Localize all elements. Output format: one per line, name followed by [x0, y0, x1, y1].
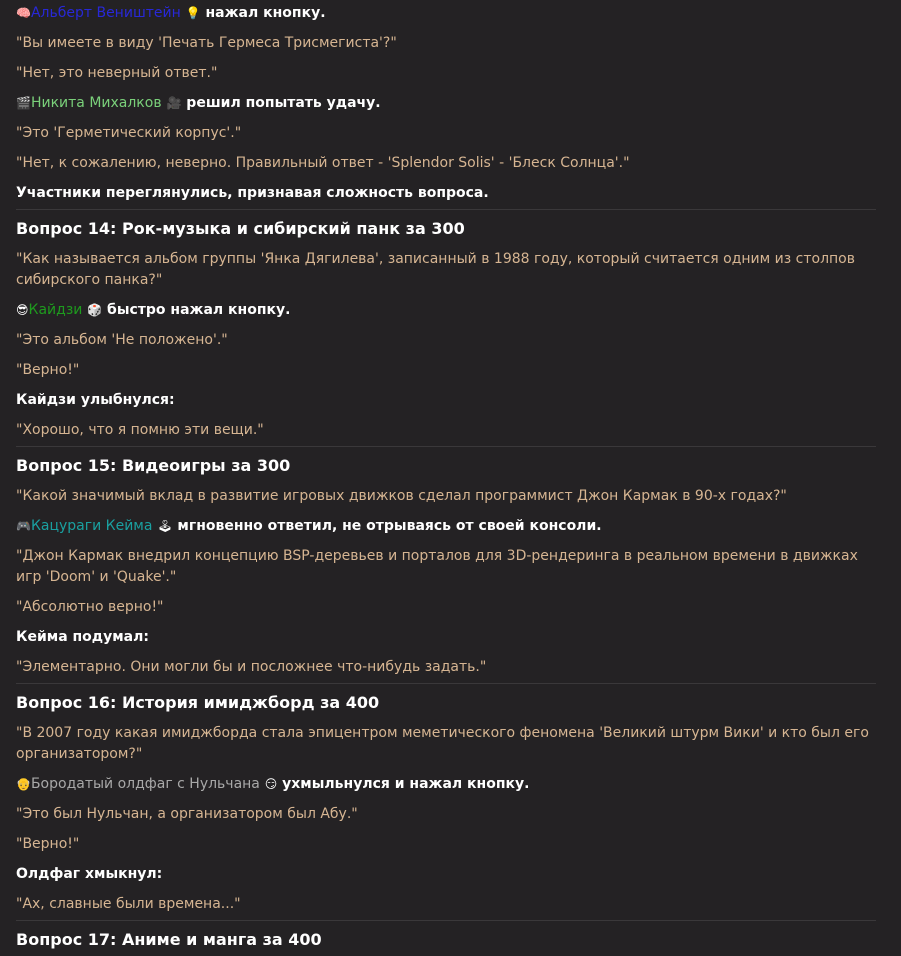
question-heading: Вопрос 17: Аниме и манга за 400 [16, 930, 322, 949]
character-emoji-icon: 🎲 [87, 303, 103, 317]
action-line [16, 0, 885, 29]
dialogue-line: "Нет, это неверный ответ." [16, 65, 218, 81]
character-name: Кацураги Кейма [30, 518, 153, 534]
dialogue-line: "Верно!" [16, 836, 80, 852]
character-emoji-icon: 💡 [185, 6, 201, 20]
character-emoji-icon: 👴 [16, 777, 31, 791]
dialogue-line: "В 2007 году какая имиджборда стала эпицентром меметического феномена 'Великий штурм Вики' и кто был его организатором?" [16, 725, 869, 762]
action-text: нажал кнопку. [200, 5, 326, 21]
narration-line: Кейма подумал: [16, 629, 149, 645]
dialogue-line: "Как называется альбом группы 'Янка Дягилева', записанный в 1988 году, который считается одним из столпов сибирского панка?" [16, 251, 855, 288]
character-name: Кайдзи [28, 302, 83, 318]
dialogue-line: "Ах, славные были времена..." [16, 896, 241, 912]
action-text: быстро нажал кнопку. [102, 302, 291, 318]
dialogue-line: "Абсолютно верно!" [16, 599, 164, 615]
character-name: Альберт Веништейн [30, 5, 181, 21]
dialogue-line: "Верно!" [16, 362, 80, 378]
action-line [16, 770, 885, 800]
character-emoji-icon: 🕹 [157, 519, 173, 533]
question-heading: Вопрос 15: Видеоигры за 300 [16, 456, 291, 475]
character-emoji-icon: 😎 [16, 303, 29, 317]
dialogue-line: "Это 'Герметический корпус'." [16, 125, 242, 141]
dialogue-line: "Джон Кармак внедрил концепцию BSP-деревьев и порталов для 3D-рендеринга в реальном времени в движках игр 'Doom' и 'Quake'." [16, 548, 858, 585]
action-text: мгновенно ответил, не отрываясь от своей консоли. [172, 518, 602, 534]
character-name: Никита Михалков [30, 95, 162, 111]
action-line [16, 296, 885, 326]
action-line [16, 89, 885, 119]
action-text: ухмыльнулся и нажал кнопку. [277, 776, 530, 792]
character-emoji-icon: 😏 [264, 777, 278, 791]
narration-line: Участники переглянулись, признавая сложность вопроса. [16, 185, 489, 201]
character-emoji-icon: 🎬 [16, 96, 31, 110]
question-heading: Вопрос 14: Рок-музыка и сибирский панк за 300 [16, 219, 465, 238]
action-line [16, 512, 885, 542]
narration-line: Кайдзи улыбнулся: [16, 392, 175, 408]
narration-line: Олдфаг хмыкнул: [16, 866, 163, 882]
character-emoji-icon: 🎥 [166, 96, 182, 110]
character-emoji-icon: 🎮 [16, 519, 31, 533]
character-name: Бородатый олдфаг с Нульчана [30, 776, 260, 792]
action-text: решил попытать удачу. [181, 95, 381, 111]
dialogue-line: "Элементарно. Они могли бы и посложнее что-нибудь задать." [16, 659, 487, 675]
question-heading: Вопрос 16: История имиджборд за 400 [16, 693, 380, 712]
dialogue-line: "Это был Нульчан, а организатором был Абу." [16, 806, 358, 822]
character-emoji-icon: 🧠 [16, 6, 31, 20]
dialogue-line: "Вы имеете в виду 'Печать Гермеса Трисмегиста'?" [16, 35, 397, 51]
dialogue-line: "Это альбом 'Не положено'." [16, 332, 228, 348]
dialogue-line: "Какой значимый вклад в развитие игровых движков сделал программист Джон Кармак в 90-х годах?" [16, 488, 787, 504]
dialogue-line: "Хорошо, что я помню эти вещи." [16, 422, 264, 438]
dialogue-line: "Нет, к сожалению, неверно. Правильный ответ - 'Splendor Solis' - 'Блеск Солнца'." [16, 155, 630, 171]
